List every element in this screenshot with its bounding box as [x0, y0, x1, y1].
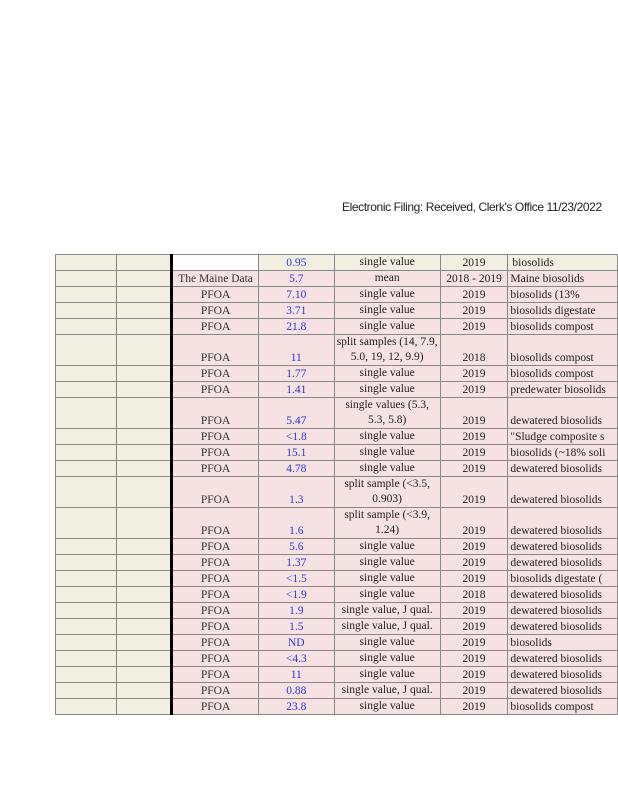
- blank-cell: [117, 319, 172, 335]
- matrix-cell: biosolids: [508, 255, 618, 271]
- matrix-cell: biosolids (13%: [508, 287, 618, 303]
- blank-cell: [117, 366, 172, 382]
- analyte-cell: PFOA: [172, 335, 259, 366]
- matrix-cell: biosolids (~18% soli: [508, 445, 618, 461]
- blank-cell: [117, 287, 172, 303]
- concentration-cell: 21.8: [258, 319, 334, 335]
- matrix-cell: biosolids compost: [508, 335, 618, 366]
- year-cell: 2018 - 2019: [440, 271, 508, 287]
- analyte-cell: PFOA: [172, 398, 259, 429]
- sample-type-cell: split sample (<3.9, 1.24): [334, 508, 440, 539]
- table-row: [56, 319, 618, 335]
- table-row: [56, 539, 618, 555]
- blank-cell: [117, 335, 172, 366]
- table-row: [56, 587, 618, 603]
- year-cell: 2019: [440, 303, 508, 319]
- analyte-cell: PFOA: [172, 667, 259, 683]
- blank-cell: [56, 398, 117, 429]
- blank-cell: [117, 619, 172, 635]
- matrix-cell: dewatered biosolids: [508, 667, 618, 683]
- sample-type-cell: single value: [334, 571, 440, 587]
- table-row: [56, 555, 618, 571]
- concentration-cell: 1.6: [258, 508, 334, 539]
- concentration-cell: 11: [258, 335, 334, 366]
- concentration-cell: 0.88: [258, 683, 334, 699]
- year-cell: 2019: [440, 683, 508, 699]
- blank-cell: [117, 571, 172, 587]
- year-cell: 2019: [440, 699, 508, 715]
- blank-cell: [56, 445, 117, 461]
- concentration-cell: 1.3: [258, 477, 334, 508]
- matrix-cell: biosolids: [508, 635, 618, 651]
- blank-cell: [56, 477, 117, 508]
- table-row: [56, 651, 618, 667]
- blank-cell: [56, 429, 117, 445]
- table-row: [56, 508, 618, 539]
- table-row: [56, 699, 618, 715]
- blank-cell: [117, 271, 172, 287]
- blank-cell: [56, 319, 117, 335]
- sample-type-cell: single value, J qual.: [334, 683, 440, 699]
- analyte-cell: PFOA: [172, 508, 259, 539]
- blank-cell: [56, 382, 117, 398]
- matrix-cell: biosolids compost: [508, 366, 618, 382]
- table-row: [56, 571, 618, 587]
- table-row: [56, 287, 618, 303]
- concentration-cell: 1.9: [258, 603, 334, 619]
- concentration-cell: <1.8: [258, 429, 334, 445]
- matrix-cell: dewatered biosolids: [508, 398, 618, 429]
- blank-cell: [117, 445, 172, 461]
- analyte-cell: PFOA: [172, 619, 259, 635]
- table-row: [56, 382, 618, 398]
- blank-cell: [117, 667, 172, 683]
- concentration-cell: 7.10: [258, 287, 334, 303]
- year-cell: 2019: [440, 651, 508, 667]
- sample-type-cell: mean: [334, 271, 440, 287]
- sample-type-cell: single value: [334, 319, 440, 335]
- year-cell: 2019: [440, 635, 508, 651]
- matrix-cell: dewatered biosolids: [508, 587, 618, 603]
- blank-cell: [56, 651, 117, 667]
- sample-type-cell: single value: [334, 303, 440, 319]
- table-row: [56, 429, 618, 445]
- analyte-cell: PFOA: [172, 477, 259, 508]
- concentration-cell: 3.71: [258, 303, 334, 319]
- analyte-cell: PFOA: [172, 635, 259, 651]
- sample-type-cell: single value: [334, 445, 440, 461]
- pfoa-data-table: [55, 254, 618, 715]
- table-row: [56, 635, 618, 651]
- sample-type-cell: single values (5.3, 5.3, 5.8): [334, 398, 440, 429]
- table-row: [56, 255, 618, 271]
- year-cell: 2018: [440, 335, 508, 366]
- blank-cell: [56, 619, 117, 635]
- table-row: [56, 445, 618, 461]
- blank-cell: [56, 587, 117, 603]
- analyte-cell: The Maine Data: [172, 271, 259, 287]
- year-cell: 2019: [440, 429, 508, 445]
- analyte-cell: PFOA: [172, 445, 259, 461]
- blank-cell: [117, 303, 172, 319]
- blank-cell: [56, 699, 117, 715]
- analyte-cell: PFOA: [172, 587, 259, 603]
- table-row: [56, 271, 618, 287]
- table-row: [56, 667, 618, 683]
- concentration-cell: 1.41: [258, 382, 334, 398]
- blank-cell: [117, 699, 172, 715]
- sample-type-cell: single value: [334, 539, 440, 555]
- year-cell: 2019: [440, 508, 508, 539]
- blank-cell: [117, 477, 172, 508]
- year-cell: 2018: [440, 587, 508, 603]
- concentration-cell: 1.37: [258, 555, 334, 571]
- analyte-cell: PFOA: [172, 603, 259, 619]
- blank-cell: [117, 255, 172, 271]
- concentration-cell: 5.6: [258, 539, 334, 555]
- blank-cell: [117, 651, 172, 667]
- year-cell: 2019: [440, 667, 508, 683]
- sample-type-cell: single value, J qual.: [334, 619, 440, 635]
- matrix-cell: dewatered biosolids: [508, 508, 618, 539]
- concentration-cell: 11: [258, 667, 334, 683]
- matrix-cell: dewatered biosolids: [508, 619, 618, 635]
- year-cell: 2019: [440, 571, 508, 587]
- analyte-cell: PFOA: [172, 539, 259, 555]
- blank-cell: [56, 635, 117, 651]
- sample-type-cell: single value: [334, 587, 440, 603]
- sample-type-cell: single value: [334, 555, 440, 571]
- sample-type-cell: single value: [334, 255, 440, 271]
- blank-cell: [56, 287, 117, 303]
- sample-type-cell: split samples (14, 7.9, 5.0, 19, 12, 9.9): [334, 335, 440, 366]
- table-row: [56, 335, 618, 366]
- blank-cell: [117, 382, 172, 398]
- table-row: [56, 461, 618, 477]
- concentration-cell: <1.9: [258, 587, 334, 603]
- year-cell: 2019: [440, 477, 508, 508]
- matrix-cell: dewatered biosolids: [508, 461, 618, 477]
- year-cell: 2019: [440, 603, 508, 619]
- electronic-filing-stamp: Electronic Filing: Received, Clerk's Office 11/23/2022: [342, 200, 602, 214]
- table-row: [56, 303, 618, 319]
- year-cell: 2019: [440, 619, 508, 635]
- matrix-cell: dewatered biosolids: [508, 539, 618, 555]
- concentration-cell: 1.77: [258, 366, 334, 382]
- year-cell: 2019: [440, 445, 508, 461]
- concentration-cell: ND: [258, 635, 334, 651]
- blank-cell: [56, 303, 117, 319]
- analyte-cell: PFOA: [172, 429, 259, 445]
- matrix-cell: dewatered biosolids: [508, 555, 618, 571]
- matrix-cell: biosolids digestate: [508, 303, 618, 319]
- blank-cell: [56, 255, 117, 271]
- blank-cell: [56, 683, 117, 699]
- concentration-cell: <1.5: [258, 571, 334, 587]
- concentration-cell: 23.8: [258, 699, 334, 715]
- blank-cell: [117, 683, 172, 699]
- analyte-cell: PFOA: [172, 699, 259, 715]
- analyte-cell: PFOA: [172, 366, 259, 382]
- matrix-cell: "Sludge composite s: [508, 429, 618, 445]
- year-cell: 2019: [440, 539, 508, 555]
- blank-cell: [117, 508, 172, 539]
- year-cell: 2019: [440, 461, 508, 477]
- blank-cell: [117, 587, 172, 603]
- matrix-cell: biosolids compost: [508, 319, 618, 335]
- blank-cell: [56, 335, 117, 366]
- blank-cell: [56, 571, 117, 587]
- analyte-cell: PFOA: [172, 555, 259, 571]
- analyte-cell: PFOA: [172, 287, 259, 303]
- blank-cell: [117, 398, 172, 429]
- sample-type-cell: single value: [334, 382, 440, 398]
- year-cell: 2019: [440, 287, 508, 303]
- analyte-cell: [172, 255, 259, 271]
- concentration-cell: 15.1: [258, 445, 334, 461]
- table-row: [56, 477, 618, 508]
- sample-type-cell: single value: [334, 429, 440, 445]
- matrix-cell: Maine biosolids: [508, 271, 618, 287]
- matrix-cell: dewatered biosolids: [508, 651, 618, 667]
- year-cell: 2019: [440, 555, 508, 571]
- blank-cell: [56, 603, 117, 619]
- table-row: [56, 366, 618, 382]
- blank-cell: [56, 271, 117, 287]
- blank-cell: [117, 461, 172, 477]
- concentration-cell: 1.5: [258, 619, 334, 635]
- analyte-cell: PFOA: [172, 319, 259, 335]
- year-cell: 2019: [440, 366, 508, 382]
- sample-type-cell: single value: [334, 667, 440, 683]
- year-cell: 2019: [440, 398, 508, 429]
- analyte-cell: PFOA: [172, 461, 259, 477]
- table-row: [56, 398, 618, 429]
- table-row: [56, 603, 618, 619]
- blank-cell: [117, 429, 172, 445]
- matrix-cell: dewatered biosolids: [508, 683, 618, 699]
- matrix-cell: predewater biosolids: [508, 382, 618, 398]
- concentration-cell: <4.3: [258, 651, 334, 667]
- sample-type-cell: single value, J qual.: [334, 603, 440, 619]
- matrix-cell: dewatered biosolids: [508, 477, 618, 508]
- sample-type-cell: single value: [334, 651, 440, 667]
- blank-cell: [117, 603, 172, 619]
- matrix-cell: biosolids compost: [508, 699, 618, 715]
- matrix-cell: biosolids digestate (: [508, 571, 618, 587]
- sample-type-cell: single value: [334, 635, 440, 651]
- concentration-cell: 5.47: [258, 398, 334, 429]
- sample-type-cell: single value: [334, 287, 440, 303]
- year-cell: 2019: [440, 382, 508, 398]
- blank-cell: [117, 539, 172, 555]
- sample-type-cell: split sample (<3.5, 0.903): [334, 477, 440, 508]
- matrix-cell: dewatered biosolids: [508, 603, 618, 619]
- blank-cell: [117, 555, 172, 571]
- analyte-cell: PFOA: [172, 571, 259, 587]
- sample-type-cell: single value: [334, 699, 440, 715]
- blank-cell: [56, 461, 117, 477]
- analyte-cell: PFOA: [172, 683, 259, 699]
- blank-cell: [117, 635, 172, 651]
- table-row: [56, 619, 618, 635]
- sample-type-cell: single value: [334, 461, 440, 477]
- concentration-cell: 5.7: [258, 271, 334, 287]
- blank-cell: [56, 667, 117, 683]
- year-cell: 2019: [440, 255, 508, 271]
- concentration-cell: 4.78: [258, 461, 334, 477]
- table-row: [56, 683, 618, 699]
- blank-cell: [56, 366, 117, 382]
- concentration-cell: 0.95: [258, 255, 334, 271]
- sample-type-cell: single value: [334, 366, 440, 382]
- analyte-cell: PFOA: [172, 651, 259, 667]
- blank-cell: [56, 539, 117, 555]
- blank-cell: [56, 555, 117, 571]
- analyte-cell: PFOA: [172, 382, 259, 398]
- blank-cell: [56, 508, 117, 539]
- analyte-cell: PFOA: [172, 303, 259, 319]
- year-cell: 2019: [440, 319, 508, 335]
